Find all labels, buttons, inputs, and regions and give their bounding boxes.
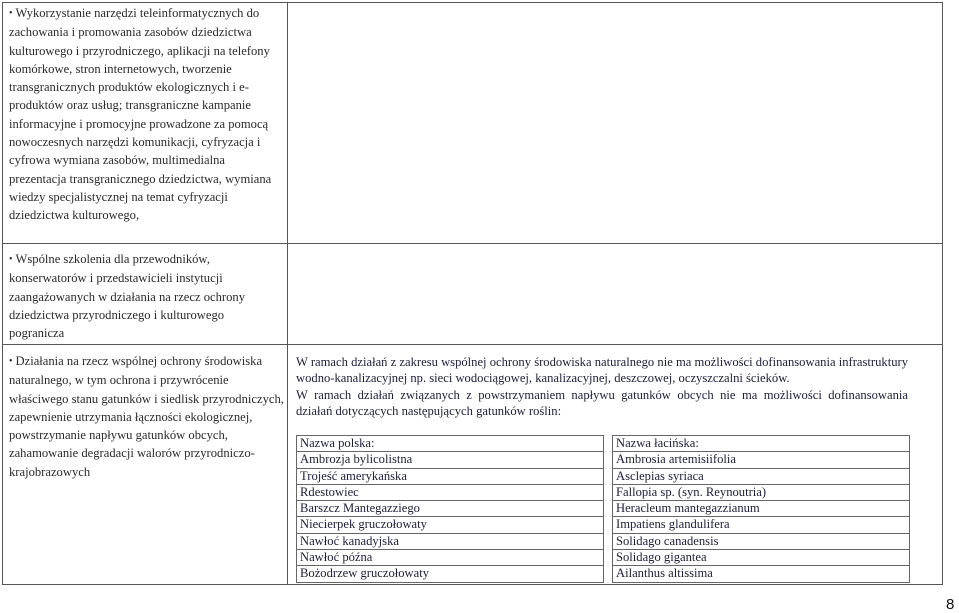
table-row <box>297 533 910 549</box>
latin-name-cell: Ailanthus altissima <box>613 566 910 582</box>
page-number: 8 <box>946 596 955 613</box>
left-cell-2 <box>9 250 281 342</box>
invasive-species-paragraph: W ramach działań związanych z powstrzymaniem napływu gatunków obcych nie ma możliwości dofinansowania działań dotyczących następujących gatunków roślin: <box>296 387 908 418</box>
column-divider <box>287 2 288 584</box>
table-row <box>297 501 910 517</box>
table-gap <box>604 501 613 517</box>
polish-name-cell: Bożodrzew gruczołowaty <box>297 566 604 582</box>
table-row <box>297 484 910 500</box>
table-row <box>297 517 910 533</box>
frame-left-border <box>2 2 3 584</box>
table-gap <box>604 566 613 582</box>
training-text: Wspólne szkolenia dla przewodników, konserwatorów i przedstawicieli instytucji zaangażowanych w działania na rzecz ochrony dziedzictwa przyrodniczego i kulturowego pogranicza <box>9 252 245 341</box>
frame-right-border <box>942 2 943 584</box>
right-cell-text <box>296 354 908 419</box>
latin-name-cell: Solidago canadensis <box>613 533 910 549</box>
infrastructure-exclusion-paragraph: W ramach działań z zakresu wspólnej ochrony środowiska naturalnego nie ma możliwości dofinansowania infrastruktury wodno-kanalizacyjnej np. sieci wodociągowej, kanalizacyjnej, deszczowej, oczyszczalni ścieków. <box>296 355 908 386</box>
polish-name-cell: Barszcz Mantegazziego <box>297 501 604 517</box>
table-row <box>297 566 910 582</box>
left-cell-1 <box>9 4 285 225</box>
polish-name-cell: Ambrozja bylicolistna <box>297 452 604 468</box>
bullet-icon: • <box>9 356 13 367</box>
table-gap <box>604 533 613 549</box>
digital-tools-text: Wykorzystanie narzędzi teleinformatycznych do zachowania i promowania zasobów dziedzictwa kulturowego i przyrodniczego, aplikacji na telefony komórkowe, stron internetowych, tworzenie transgranicznych produktów ekologicznych i e-produktów oraz usług; transgraniczne kampanie informacyjne i promocyjne prowadzone za pomocą nowoczesnych narzędzi komunikacji, cyfryzacja i cyfrowa wymiana zasobów, multimedialna prezentacja transgranicznego dziedzictwa, wymiana wiedzy specjalistycznej na temat cyfryzacji dziedzictwa kulturowego, <box>9 6 272 223</box>
latin-name-cell: Asclepias syriaca <box>613 468 910 484</box>
latin-name-cell: Impatiens glandulifera <box>613 517 910 533</box>
polish-name-cell: Rdestowiec <box>297 484 604 500</box>
table-gap <box>604 484 613 500</box>
latin-name-cell: Solidago gigantea <box>613 550 910 566</box>
table-row <box>297 468 910 484</box>
table-header-row <box>297 436 910 452</box>
frame-top-border <box>2 2 943 3</box>
table-gap <box>604 550 613 566</box>
environment-protection-text: Działania na rzecz wspólnej ochrony środowiska naturalnego, w tym ochrona i przywrócenie właściwego stanu gatunków i siedlisk przyrodniczych, zapewnienie utrzymania łączności ekologicznej, powstrzymanie napływu gatunków obcych, zahamowanie degradacji walorów przyrodniczo-krajobrazowych <box>9 354 284 479</box>
polish-name-cell: Trojeść amerykańska <box>297 468 604 484</box>
bullet-icon: • <box>9 8 13 19</box>
latin-name-cell: Heracleum mantegazzianum <box>613 501 910 517</box>
polish-name-cell: Nawłoć późna <box>297 550 604 566</box>
table-gap <box>604 468 613 484</box>
polish-name-cell: Niecierpek gruczołowaty <box>297 517 604 533</box>
table-row <box>297 550 910 566</box>
table-gap <box>604 436 613 452</box>
table-row <box>297 452 910 468</box>
bullet-icon: • <box>9 254 13 265</box>
table-gap <box>604 517 613 533</box>
polish-name-cell: Nawłoć kanadyjska <box>297 533 604 549</box>
left-cell-3 <box>9 352 285 481</box>
row-divider-2 <box>2 344 943 345</box>
latin-name-cell: Fallopia sp. (syn. Reynoutria) <box>613 484 910 500</box>
latin-name-cell: Ambrosia artemisiifolia <box>613 452 910 468</box>
species-table <box>296 435 910 583</box>
frame-bottom-border <box>2 584 943 585</box>
header-polish-name: Nazwa polska: <box>297 436 604 452</box>
row-divider-1 <box>2 243 943 244</box>
table-gap <box>604 452 613 468</box>
header-latin-name: Nazwa łacińska: <box>613 436 910 452</box>
